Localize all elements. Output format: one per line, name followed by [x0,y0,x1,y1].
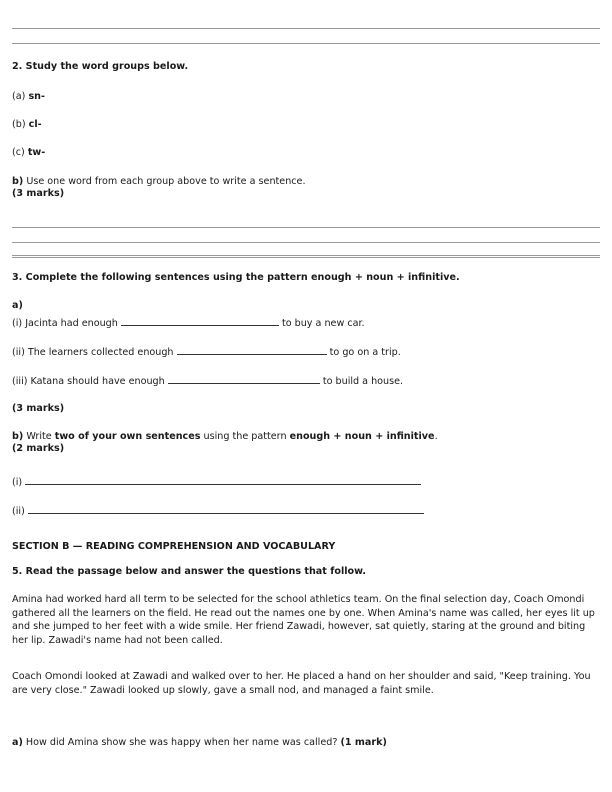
marks-label: (3 marks) [12,403,65,414]
group-label: (c) [12,147,25,158]
part-emphasis: enough + noun + infinitive [289,431,435,442]
answer-line [12,227,600,228]
marks-label: (1 mark) [340,737,387,748]
part-emphasis: two of your own sentences [54,431,201,442]
sentence-item-i [12,316,365,330]
answer-line [12,43,600,44]
sentence-tail: to buy a new car. [281,318,365,329]
question-2b [12,176,306,188]
question-2-heading: 2. Study the word groups below. [12,61,189,72]
marks-label: (2 marks) [12,443,65,454]
group-label: (a) [12,91,26,102]
sentence-tail: to build a house. [322,376,404,387]
passage-paragraph-2: Coach Omondi looked at Zawadi and walked over to her. He placed a hand on her shoulder and said, "Keep training. You are very close." Zawadi looked up slowly, gave a small nod, and managed a faint smile. [12,671,591,696]
word-group-a [12,91,45,103]
part-end: . [434,431,438,442]
answer-line [12,28,600,29]
answer-label: (ii) [12,506,25,517]
part-label: b) [12,176,24,187]
part-label: b) [12,431,24,442]
part-text: Use one word from each group above to write a sentence. [26,176,306,187]
section-title: SECTION B — READING COMPREHENSION AND VOCABULARY [12,541,336,552]
answer-line[interactable] [25,475,421,485]
question-5a [12,737,387,749]
answer-line [12,242,600,243]
answer-row-i [12,475,421,489]
word-group-c [12,147,45,159]
part-label: a) [12,737,23,748]
passage-paragraph-1: Amina had worked hard all term to be selected for the school athletics team. On the final selection day, Coach Omondi gathered all the learners on the field. He read out the names one by one. When Amina's name was called, her eyes lit up and she jumped to her feet with a wide smile. Her friend Zawadi, however, sat quietly, staring at the ground and biting her lip. Zawadi's name had not been called. [12,594,595,646]
fill-blank[interactable] [121,316,279,326]
sentence-item-ii [12,345,401,359]
answer-label: (i) [12,477,23,488]
sentence-item-iii [12,374,403,388]
answer-line[interactable] [28,504,424,514]
sentence-lead: (iii) Katana should have enough [12,376,165,387]
part-label: a) [12,300,23,311]
answer-line [12,257,600,258]
part-text: using the pattern [203,431,287,442]
sentence-tail: to go on a trip. [329,347,401,358]
part-text: Write [26,431,52,442]
sentence-lead: (i) Jacinta had enough [12,318,118,329]
question-3-heading: 3. Complete the following sentences using the pattern enough + noun + infinitive. [12,272,460,283]
answer-row-ii [12,504,424,518]
sentence-lead: (ii) The learners collected enough [12,347,174,358]
question-5-heading: 5. Read the passage below and answer the questions that follow. [12,566,367,577]
group-label: (b) [12,119,26,130]
answer-line [12,255,600,256]
group-prefix: cl- [28,119,42,130]
group-prefix: sn- [28,91,45,102]
question-text: How did Amina show she was happy when her name was called? [25,737,338,748]
word-group-b [12,119,42,131]
marks-label: (3 marks) [12,188,65,199]
group-prefix: tw- [27,147,46,158]
fill-blank[interactable] [177,345,327,355]
fill-blank[interactable] [168,374,320,384]
question-3b [12,431,438,443]
